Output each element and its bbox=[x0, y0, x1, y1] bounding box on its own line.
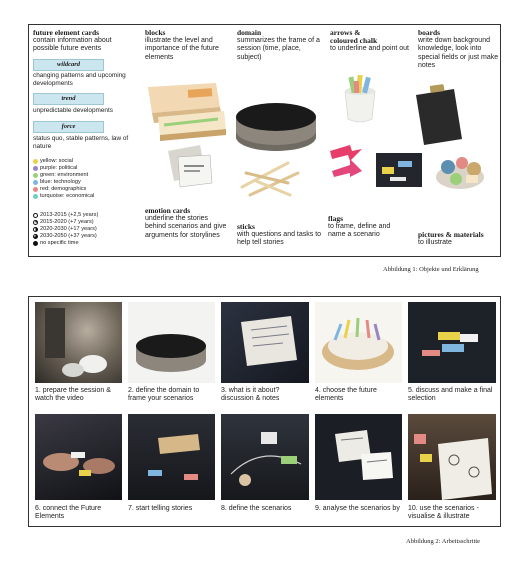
clipboard-image bbox=[416, 84, 462, 145]
step-1-photo bbox=[35, 302, 122, 383]
boards-title: boards bbox=[418, 28, 441, 37]
legend-environment bbox=[33, 172, 88, 178]
legend-text: red: demographics bbox=[40, 186, 87, 192]
analysis-illustration bbox=[315, 414, 402, 500]
arrows-title-2: coloured chalk bbox=[330, 36, 378, 45]
future-cards-desc: contain information about possible future events bbox=[33, 37, 112, 53]
legend-technology bbox=[33, 179, 81, 185]
domain-title: domain bbox=[237, 28, 262, 37]
notes-illustration bbox=[221, 302, 309, 383]
step-4-photo bbox=[315, 302, 402, 383]
step-9-photo bbox=[315, 414, 402, 500]
blocks-desc: illustrate the level and importance of the future elements bbox=[145, 37, 219, 61]
objects-illustration bbox=[138, 55, 500, 225]
step-2-caption: 2. define the domain to frame your scenarios bbox=[128, 387, 200, 403]
step-9-caption: 9. analyse the scenarios by bbox=[315, 505, 400, 512]
step-5-photo bbox=[408, 302, 496, 383]
step-8-photo bbox=[221, 414, 309, 500]
step-6-photo bbox=[35, 414, 122, 500]
domain-puck-image bbox=[236, 103, 316, 151]
legend-text: turquoise: economical bbox=[40, 193, 95, 199]
step-7-caption: 7. start telling stories bbox=[128, 505, 193, 512]
pictures-desc: to illustrate bbox=[418, 239, 452, 246]
blocks-title: blocks bbox=[145, 28, 166, 37]
trend-desc: unpredictable developments bbox=[33, 107, 113, 114]
purple-dot-icon bbox=[33, 166, 38, 171]
blocks-image bbox=[148, 83, 226, 141]
selection-cards-illustration bbox=[408, 302, 496, 383]
legend-demographics bbox=[33, 186, 86, 192]
figure2-caption: Abbildung 2: Arbeitsschritte bbox=[406, 538, 481, 545]
step-2-photo bbox=[128, 302, 215, 383]
force-card: force bbox=[33, 121, 104, 133]
pictures-title: pictures & materials bbox=[418, 230, 484, 239]
emotion-title: emotion cards bbox=[145, 206, 191, 215]
wildcard-desc: changing patterns and upcoming developments bbox=[33, 72, 126, 87]
flags-photo bbox=[376, 153, 422, 187]
time-none bbox=[33, 240, 79, 246]
visualise-illustration bbox=[408, 414, 496, 500]
materials-image bbox=[436, 157, 484, 189]
force-desc: status quo, stable patterns, law of nature bbox=[33, 135, 129, 150]
legend-text: blue: technology bbox=[40, 179, 81, 185]
time-full-icon bbox=[33, 241, 38, 246]
legend-social bbox=[33, 158, 73, 164]
green-dot-icon bbox=[33, 173, 38, 178]
legend-political bbox=[33, 165, 77, 171]
wildcard-card: wildcard bbox=[33, 59, 104, 71]
arrows-desc: to underline and point out bbox=[330, 45, 410, 52]
step-1-caption: 1. prepare the session & watch the video bbox=[35, 387, 111, 403]
cups-illustration bbox=[35, 302, 122, 383]
storytelling-illustration bbox=[128, 414, 215, 500]
legend-text: green: environment bbox=[40, 172, 89, 178]
future-cards-column bbox=[29, 56, 133, 256]
red-dot-icon bbox=[33, 187, 38, 192]
step-8-caption: 8. define the scenarios bbox=[221, 505, 292, 512]
legend-text: no specific time bbox=[40, 240, 79, 246]
chalk-cup-image bbox=[345, 75, 375, 122]
flags-desc: to frame, define and name a scenario bbox=[328, 223, 391, 239]
step-3-caption: 3. what is it about? discussion & notes bbox=[221, 387, 280, 403]
future-cards-title: future element cards bbox=[33, 28, 100, 37]
legend-text: 2013-2015 (+2,5 years) bbox=[40, 212, 99, 218]
step-3-photo bbox=[221, 302, 309, 383]
time-three-quarter-icon bbox=[33, 234, 38, 239]
step-5-caption: 5. discuss and make a final selection bbox=[408, 387, 493, 403]
time-quarter-icon bbox=[33, 213, 38, 218]
time-half-icon bbox=[33, 227, 38, 232]
step-4-caption: 4. choose the future elements bbox=[315, 387, 377, 403]
sticks-image bbox=[242, 163, 298, 195]
time-quarter-icon bbox=[33, 220, 38, 225]
legend-text: yellow: social bbox=[40, 158, 73, 164]
emotion-cards-image bbox=[168, 145, 212, 187]
turquoise-dot-icon bbox=[33, 194, 38, 199]
scenario-illustration bbox=[221, 414, 309, 500]
domain-desc: summarizes the frame of a session (time, place, subject) bbox=[237, 37, 320, 61]
legend-text: 2020-2030 (+17 years) bbox=[40, 226, 97, 232]
trend-card: trend bbox=[33, 93, 104, 105]
domain-puck-icon bbox=[128, 302, 215, 383]
card-wheel-illustration bbox=[315, 302, 402, 383]
step-10-photo bbox=[408, 414, 496, 500]
time-2030 bbox=[33, 233, 97, 239]
yellow-dot-icon bbox=[33, 159, 38, 164]
legend-text: 2030-2050 (+37 years) bbox=[40, 233, 97, 239]
emotion-desc: underline the stories behind scenarios and give arguments for storylines bbox=[145, 215, 227, 239]
step-6-caption: 6. connect the Future Elements bbox=[35, 505, 102, 521]
flags-title: flags bbox=[328, 214, 343, 223]
legend-economical bbox=[33, 193, 94, 199]
arrows-title-1: arrows & bbox=[330, 28, 361, 37]
time-2020 bbox=[33, 226, 97, 232]
boards-desc: write down background knowledge, look into special fields or just make notes bbox=[418, 37, 499, 69]
time-2015 bbox=[33, 219, 94, 225]
arrows-image bbox=[330, 145, 362, 177]
blue-dot-icon bbox=[33, 180, 38, 185]
sticks-title: sticks bbox=[237, 222, 255, 231]
figure1-caption: Abbildung 1: Objekte und Erklärung bbox=[383, 266, 479, 273]
connect-illustration bbox=[35, 414, 122, 500]
time-2013 bbox=[33, 212, 98, 218]
step-7-photo bbox=[128, 414, 215, 500]
sticks-desc: with questions and tasks to help tell stories bbox=[237, 231, 322, 247]
legend-text: 2015-2020 (+7 years) bbox=[40, 219, 94, 225]
legend-text: purple: political bbox=[40, 165, 78, 171]
step-10-caption: 10. use the scenarios - visualise & illustrate bbox=[408, 505, 479, 521]
